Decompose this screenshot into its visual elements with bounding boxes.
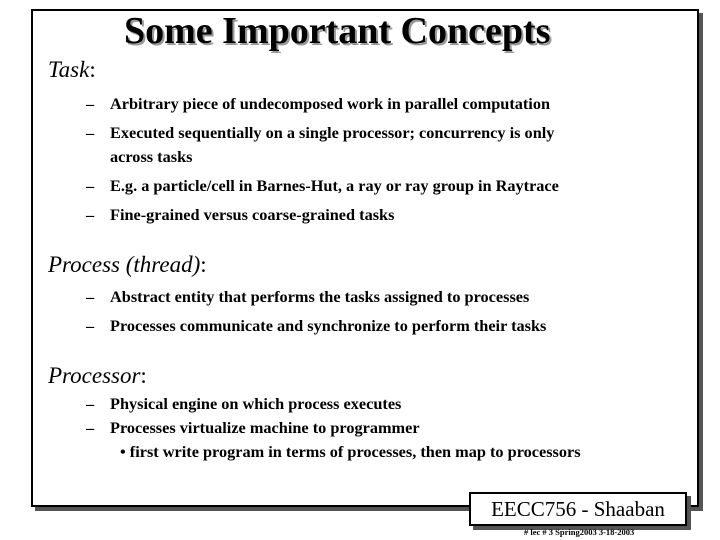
heading-text: Process (thread) <box>48 252 201 277</box>
dash-marker: – <box>86 418 95 437</box>
dash-marker: – <box>86 94 95 113</box>
course-badge: EECC756 - Shaaban <box>469 492 687 526</box>
dash-marker: – <box>86 176 95 195</box>
heading-text: Processor <box>48 363 141 388</box>
bullet-text: Executed sequentially on a single processor; concurrency is only <box>110 123 555 142</box>
bullet-text: Physical engine on which process executes <box>110 394 402 413</box>
bullet-text: Fine-grained versus coarse-grained tasks <box>110 205 395 224</box>
slide-title: Some Important Concepts <box>124 10 551 52</box>
dash-marker: – <box>86 316 95 335</box>
section-heading-processor <box>48 364 147 387</box>
heading-colon: : <box>140 363 147 388</box>
bullet-text: Processes virtualize machine to programmer <box>110 418 420 437</box>
dash-marker: – <box>86 123 95 142</box>
bullet-text: Arbitrary piece of undecomposed work in parallel computation <box>110 94 551 113</box>
footer-info: # lec # 3 Spring2003 3-18-2003 <box>524 527 635 537</box>
dash-marker: – <box>86 287 95 306</box>
sub-bullet-text: first write program in terms of processes, then map to processors <box>129 442 581 461</box>
heading-colon: : <box>200 252 207 277</box>
sub-list-item <box>120 444 581 460</box>
heading-colon: : <box>89 57 96 82</box>
section-heading-process <box>48 253 207 276</box>
heading-text: Task <box>48 57 90 82</box>
section-heading-task <box>48 58 96 81</box>
dash-marker: – <box>86 394 95 413</box>
bullet-text: E.g. a particle/cell in Barnes-Hut, a ray or ray group in Raytrace <box>110 176 559 195</box>
bullet-text: Processes communicate and synchronize to perform their tasks <box>110 316 547 335</box>
dash-marker: – <box>86 205 95 224</box>
bullet-text: across tasks <box>110 147 193 166</box>
bullet-text: Abstract entity that performs the tasks assigned to processes <box>110 287 530 306</box>
dot-marker: • <box>120 442 126 461</box>
